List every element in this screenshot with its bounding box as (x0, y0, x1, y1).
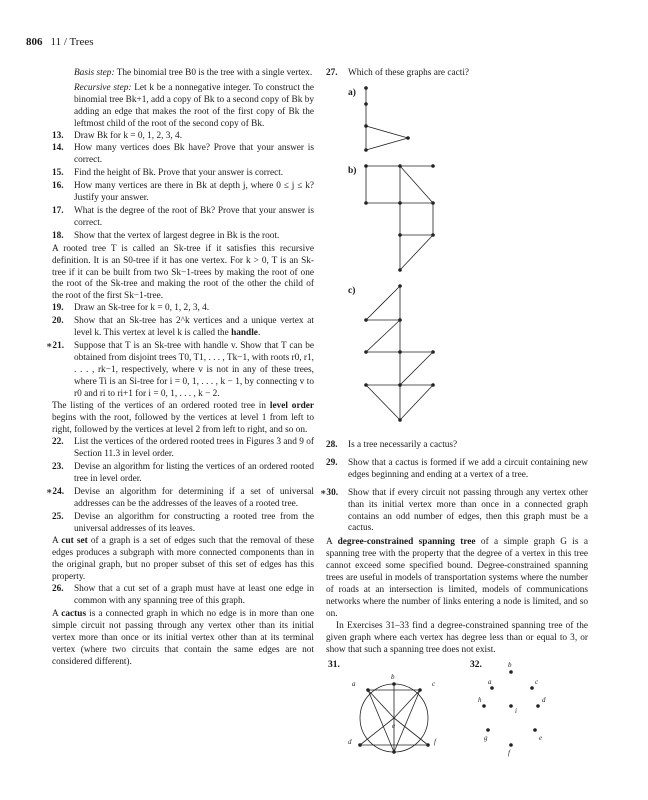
exercises-31-33-intro: In Exercises 31–33 find a degree-constrained spanning tree of the given graph where each vertex has degree less than or equal to 3, or show that such a spanning tree does not exist. (326, 620, 588, 655)
vertex-c (418, 688, 422, 692)
exercise-15: 15. Find the height of Bk. Prove that your answer is correct. (52, 168, 284, 179)
exercise-13: 13. Draw Bk for k = 0, 1, 2, 3, 4. (52, 130, 183, 141)
vertex-e (392, 750, 396, 754)
vertex (398, 268, 402, 272)
vertex (509, 670, 513, 674)
vertex (490, 686, 494, 690)
vertex (509, 704, 513, 708)
recursive-step: Recursive step: Let k be a nonnegative integer. To construct the binomial tree Bk+1, add a copy of Bk to a second copy of Bk by adding an edge that makes the root of the first copy of Bk the leftmost child of the root of the second copy of Bk. (74, 82, 314, 129)
vertex (398, 350, 402, 354)
vertex (398, 201, 402, 205)
label-e: e (392, 722, 396, 730)
sk-tree-definition: A rooted tree T is called an Sk-tree if it satisfies this recursive definition. It is an S0-tree if it has one vertex. For k > 0, T is an Sk-tree if it can be built from two Sk−1-trees by making the root of one the root of the Sk-tree and making the root of the other the child of the root of the first Sk−1-tree. (52, 243, 314, 302)
vertex (364, 124, 368, 128)
vertex-b (392, 682, 396, 686)
vertex (406, 136, 410, 140)
exercise-23: 23. Devise an algorithm for listing the vertices of an ordered rooted tree in level order. (52, 462, 314, 484)
cut-set-definition: A cut set of a graph is a set of edges such that the removal of these edges produces a subgraph with more connected components than in the original graph, but no proper subset of this set of edges has this property. (52, 536, 315, 583)
exercise-20: 20. Show that an Sk-tree has 2^k vertices and a unique vertex at level k. This vertex at level k is called the handle. (52, 316, 314, 339)
label-g: g (484, 734, 488, 742)
page-header (26, 36, 94, 48)
label-f: f (434, 738, 436, 746)
vertex (364, 148, 368, 152)
exercise-22: 22. List the vertices of the ordered rooted trees in Figures 3 and 9 of Section 11.3 in level order. (52, 437, 314, 460)
exercise-16: 16. How many vertices are there in Bk at depth j, where 0 ≤ j ≤ k? Justify your answer. (52, 181, 314, 204)
vertex-d (358, 743, 362, 747)
exercise-24: ∗24. Devise an algorithm for determining if a set of universal addresses can be the addresses of the leaves of a rooted tree. (46, 486, 314, 509)
right-column-bottom (320, 440, 588, 656)
vertex (431, 383, 435, 387)
label-a: a (352, 680, 356, 688)
exercise-27: 27. Which of these graphs are cacti? (326, 68, 470, 78)
label-d: d (348, 738, 352, 746)
exercise-21: ∗21. Suppose that T is an Sk-tree with handle v. Show that T can be obtained from disjoint trees T0, T1, . . . , Tk−1, with roots r0, r1, . . . , rk−1, respectively, where v is not in any of these trees, where Ti is an Si-tree for i = 0, 1, . . . , k − 1, by connecting v to r0 and ri to ri+1 for i = 0, 1, . . . , k − 2. (46, 340, 314, 399)
vertex-a (366, 688, 370, 692)
graph-31-number: 31. (328, 660, 340, 670)
label-c: c (432, 680, 436, 688)
label-b: b (508, 661, 512, 669)
vertex (364, 318, 368, 322)
exercise-14: 14. How many vertices does Bk have? Prove that your answer is correct. (52, 143, 314, 166)
cactus-definition: A cactus is a connected graph in which no edge is in more than one simple circuit not passing through any vertex other than its initial vertex more than once or its initial vertex other than at its terminal vertex (where two circuits that contain the same edges are not considered different). (52, 608, 314, 667)
vertex (364, 164, 368, 168)
vertex (486, 728, 490, 732)
figure-c-label: c) (348, 286, 356, 296)
exercise-26: 26. Show that a cut set of a graph must have at least one edge in common with any spanning tree of this graph. (52, 584, 314, 606)
exercise-17: 17. What is the degree of the root of Bk? Prove that your answer is correct. (52, 205, 314, 228)
figure-b-label: b) (348, 166, 357, 176)
vertex (364, 86, 368, 90)
vertex (509, 743, 513, 747)
vertex (530, 686, 534, 690)
exercise-30: ∗30. Show that if every circuit not passing through any vertex other than its initial vertex more than once in a connected graph contains an odd number of edges, then this graph must be a cactus. (320, 487, 588, 534)
exercise-29: 29. Show that a cactus is formed if we add a circuit containing new edges beginning and ending at a vertex of a tree. (326, 457, 588, 480)
vertex (364, 350, 368, 354)
label-b: b (391, 673, 395, 681)
vertex (398, 164, 402, 168)
graph-32-number: 32. (470, 660, 482, 670)
exercise-19: 19. Draw an Sk-tree for k = 0, 1, 2, 3, 4. (52, 303, 210, 314)
vertex-f (426, 743, 430, 747)
label-i: i (515, 707, 517, 715)
vertex (398, 284, 402, 288)
vertex (364, 201, 368, 205)
vertex (431, 164, 435, 168)
exercise-25: 25. Devise an algorithm for constructing a rooted tree from the universal addresses of its leaves. (52, 511, 314, 534)
vertex (398, 383, 402, 387)
vertex (533, 728, 537, 732)
label-e: e (539, 734, 543, 742)
label-a: a (488, 678, 492, 686)
vertex (431, 201, 435, 205)
label-h: h (478, 696, 482, 704)
page-number: 806 (26, 36, 43, 48)
label-d: d (542, 696, 546, 704)
figure-a-label: a) (348, 88, 356, 98)
label-f: f (508, 749, 510, 757)
vertex (398, 233, 402, 237)
vertex (398, 418, 402, 422)
vertex (364, 383, 368, 387)
left-column (46, 68, 315, 668)
vertex (364, 102, 368, 106)
vertex (482, 704, 486, 708)
exercise-18: 18. Show that the vertex of largest degree in Bk is the root. (52, 230, 280, 241)
vertex (431, 233, 435, 237)
label-c: c (535, 678, 539, 686)
vertex (431, 350, 435, 354)
level-order-definition: The listing of the vertices of an ordered rooted tree in level order begins with the root, followed by the vertices at level 1 from left to right, followed by the vertices at level 2 from left to right, and so on. (52, 401, 315, 436)
exercise-28: 28. Is a tree necessarily a cactus? (326, 440, 458, 450)
vertex (536, 704, 540, 708)
degree-constrained-definition: A degree-constrained spanning tree of a simple graph G is a spanning tree with the property that the degree of a vertex in this tree cannot exceed some specified bound. Degree-constrained spanning trees are useful in models of transportation systems where the number of roads at an intersection is limited, models of communications networks where the number of links entering a node is limited, and so on. (326, 537, 588, 619)
right-column-top (326, 68, 588, 81)
vertex (398, 318, 402, 322)
chapter-title: 11 / Trees (50, 36, 94, 48)
basis-step: Basis step: The binomial tree B0 is the tree with a single vertex. (74, 68, 313, 78)
